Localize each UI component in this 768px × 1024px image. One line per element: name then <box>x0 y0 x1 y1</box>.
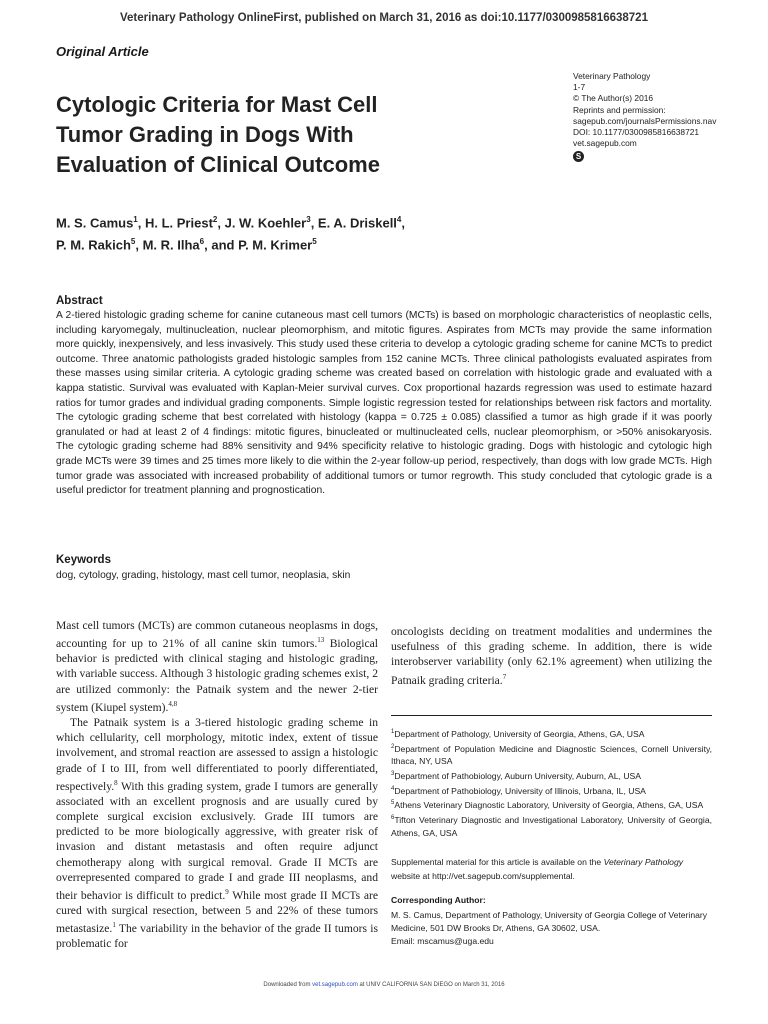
journal-site-link[interactable]: vet.sagepub.com <box>573 138 637 149</box>
author-separator: , <box>137 215 145 231</box>
affiliation-text: Athens Veterinary Diagnostic Laboratory, University of Georgia, Athens, GA, USA <box>394 800 704 811</box>
article-type-label: Original Article <box>56 44 149 59</box>
article-title <box>56 90 526 180</box>
affiliation-item <box>391 768 712 783</box>
sage-logo-icon: S <box>573 151 584 162</box>
body-paragraph <box>56 715 378 952</box>
author-name: P. M. Rakich <box>56 237 131 253</box>
body-text: Biological behavior is predicted with clinical staging and histologic grading, with variable success. Although 3 histologic grading schemes exist, 2 are utilized commonly: the Patnaik system and the newer 2-tier system (Kiupel system). <box>56 637 379 714</box>
author-affiliation-mark: 6 <box>199 237 205 247</box>
journal-info-block <box>573 71 716 162</box>
keywords-text: dog, cytology, grading, histology, mast cell tumor, neoplasia, skin <box>56 570 351 581</box>
title-line: Evaluation of Clinical Outcome <box>56 152 380 177</box>
author-affiliation-mark: 5 <box>312 237 317 247</box>
supplemental-journal: Veterinary Pathology <box>603 857 684 867</box>
abstract-heading: Abstract <box>56 295 103 307</box>
author-name: H. L. Priest <box>144 215 213 231</box>
affiliation-number: 3 <box>391 771 395 778</box>
journal-name: Veterinary Pathology <box>573 71 651 81</box>
author-separator: , <box>401 215 405 231</box>
reprints-label: Reprints and permission: <box>573 104 666 115</box>
affiliation-text: Department of Population Medicine and Diagnostic Sciences, Cornell University, Ithaca, NY, USA <box>391 743 712 767</box>
supplemental-note <box>391 855 712 883</box>
affiliation-number: 4 <box>391 785 395 792</box>
body-paragraph <box>56 618 378 715</box>
author-name: M. R. Ilha <box>142 237 200 253</box>
title-line: Cytologic Criteria for Mast Cell <box>56 92 378 117</box>
affiliation-item <box>391 797 712 812</box>
author-affiliation-mark: 5 <box>130 237 136 247</box>
citation-ref: 7 <box>502 672 507 681</box>
author-name: M. S. Camus <box>56 215 134 231</box>
author-line <box>56 210 536 232</box>
published-online-line: Veterinary Pathology OnlineFirst, published on March 31, 2016 as doi:10.1177/0300985816638721 <box>120 12 648 24</box>
citation-ref: 8 <box>114 778 118 787</box>
affiliation-number: 5 <box>391 800 395 807</box>
affiliation-text: Department of Pathobiology, University of Illinois, Urbana, IL, USA <box>394 785 646 796</box>
footer-site-link[interactable]: vet.sagepub.com <box>312 982 358 988</box>
affiliation-item <box>391 741 712 768</box>
download-footer <box>0 982 768 988</box>
footer-suffix: at UNIV CALIFORNIA SAN DIEGO on March 31, 2016 <box>357 982 505 988</box>
author-separator: , <box>135 237 143 253</box>
affiliation-number: 2 <box>391 743 395 750</box>
copyright-notice: © The Author(s) 2016 <box>573 93 654 104</box>
supplemental-suffix: website at http://vet.sagepub.com/supplemental. <box>391 871 575 881</box>
body-text: Mast cell tumors (MCTs) are common cutaneous neoplasms in dogs, accounting for up to 21% of all canine skin tumors. <box>56 619 378 651</box>
author-separator: , <box>310 215 318 231</box>
keywords-heading: Keywords <box>56 554 111 566</box>
citation-ref: 9 <box>225 888 229 897</box>
affiliation-number: 6 <box>391 815 395 822</box>
affiliation-text: Tifton Veterinary Diagnostic and Investigational Laboratory, University of Georgia, Athens, GA, USA <box>391 814 712 838</box>
affiliation-item <box>391 783 712 798</box>
author-separator: , <box>204 237 212 253</box>
author-affiliation-mark: 3 <box>306 215 311 224</box>
affiliations-divider <box>391 715 712 716</box>
affiliation-text: Department of Pathology, University of Georgia, Athens, GA, USA <box>394 728 645 739</box>
affiliation-number: 1 <box>391 729 395 735</box>
body-text: The variability in the behavior of the grade II tumors is problematic for <box>56 922 378 951</box>
citation-ref: 1 <box>112 921 116 930</box>
author-separator: , <box>217 215 225 231</box>
citation-ref: 13 <box>317 636 325 645</box>
footer-prefix: Downloaded from <box>263 982 313 988</box>
affiliation-item <box>391 726 712 741</box>
body-left-column <box>56 618 378 952</box>
affiliation-text: Department of Pathobiology, Auburn University, Auburn, AL, USA <box>394 770 641 781</box>
body-text: oncologists deciding on treatment modalities and undermines the usefulness of this grading scheme. In addition, there is wide interobserver variability (only 62.1% agreement) when utilizing the Patnaik grading criteria. <box>391 625 712 687</box>
citation-ref: 4,8 <box>168 699 178 708</box>
body-text: The Patnaik system is a 3-tiered histologic grading scheme in which cellularity, cell morphology, mitotic index, extent of tissue involvement, and stromal reaction are assessed to assign a histologic grade of I to III, from well differentiated to poorly differentiated, respectively. <box>56 715 378 793</box>
author-line <box>56 232 536 254</box>
author-affiliation-mark: 4 <box>396 215 402 224</box>
doi-text: DOI: 10.1177/0300985816638721 <box>573 127 700 138</box>
corresponding-email[interactable]: Email: mscamus@uga.edu <box>391 935 494 946</box>
body-paragraph <box>391 624 712 688</box>
abstract-text: A 2-tiered histologic grading scheme for canine cutaneous mast cell tumors (MCTs) is based on morphologic characteristics of neoplastic cells, including karyomegaly, multinucleation, nuclear pleomorphism, and mitotic figures. Aspirates from MCTs may provide the same information more quickly, inexpensively, and less invasively. This study used these criteria to develop a cytologic grading scheme for canine MCTs to predict outcome. Three anatomic pathologists graded histologic samples from 152 canine MCTs. Three clinical pathologists evaluated aspirates from these masses using similar criteria. A cytologic grading scheme was created based on correlation with histologic grade and evaluated with a kappa statistic. Survival was evaluated with Kaplan-Meier survival curves. Cox proportional hazards regression was used to estimate hazard ratios for tumor grades and individual grading components. Simple logistic regression tested for relationships between risk factors and mortality. The cytologic grading scheme that best correlated with histology (kappa = 0.725 ± 0.085) classified a tumor as high grade if it was poorly granulated or had at least 2 of 4 findings: mitotic figures, binucleated or multinucleated cells, nuclear pleomorphism, or >50% anisokaryosis. The cytologic grading scheme had 88% sensitivity and 94% specificity relative to histologic grading. Dogs with histologic and cytologic high grade MCTs were 39 times and 25 times more likely to die within the 2-year follow-up period, respectively, than dogs with low grade MCTs. High tumor grade was associated with increased probability of additional tumors or tumor regrowth. This study concluded that cytologic grade is a useful predictor for treatment planning and prognostication. <box>56 310 712 497</box>
corresponding-author-block <box>391 909 712 947</box>
body-text: While most grade II MCTs are cured with surgical resection, between 5 and 22% of these tumors metastasize. <box>56 888 378 936</box>
author-name: J. W. Koehler <box>224 215 307 231</box>
author-affiliation-mark: 2 <box>212 215 218 224</box>
body-text: With this grading system, grade I tumors are generally associated with an excellent prognosis and are usually cured by complete surgical excision exclusively. Grade III tumors are predicted to be more biologically aggressive, with greater risk of invasion and distant metastasis and often require adjunct chemotherapy along with surgical removal. Grade II MCTs are overrepresented compared to grade I and grade III neoplasms, and their behavior is difficult to predict. <box>56 779 378 902</box>
title-line: Tumor Grading in Dogs With <box>56 122 354 147</box>
permissions-link[interactable]: sagepub.com/journalsPermissions.nav <box>573 115 717 126</box>
corresponding-address: M. S. Camus, Department of Pathology, University of Georgia College of Veterinary Medicine, 501 DW Brooks Dr, Athens, GA 30602, USA. <box>391 910 708 933</box>
affiliations-list <box>391 726 712 840</box>
supplemental-prefix: Supplemental material for this article is available on the <box>391 857 604 867</box>
page-range: 1-7 <box>573 82 586 93</box>
corresponding-author-heading: Corresponding Author: <box>391 895 486 905</box>
affiliation-item <box>391 812 712 839</box>
body-right-column <box>391 624 712 688</box>
author-name: E. A. Driskell <box>317 215 397 231</box>
author-affiliation-mark: 1 <box>133 215 138 224</box>
author-name: and P. M. Krimer <box>211 237 313 253</box>
author-list <box>56 210 536 255</box>
